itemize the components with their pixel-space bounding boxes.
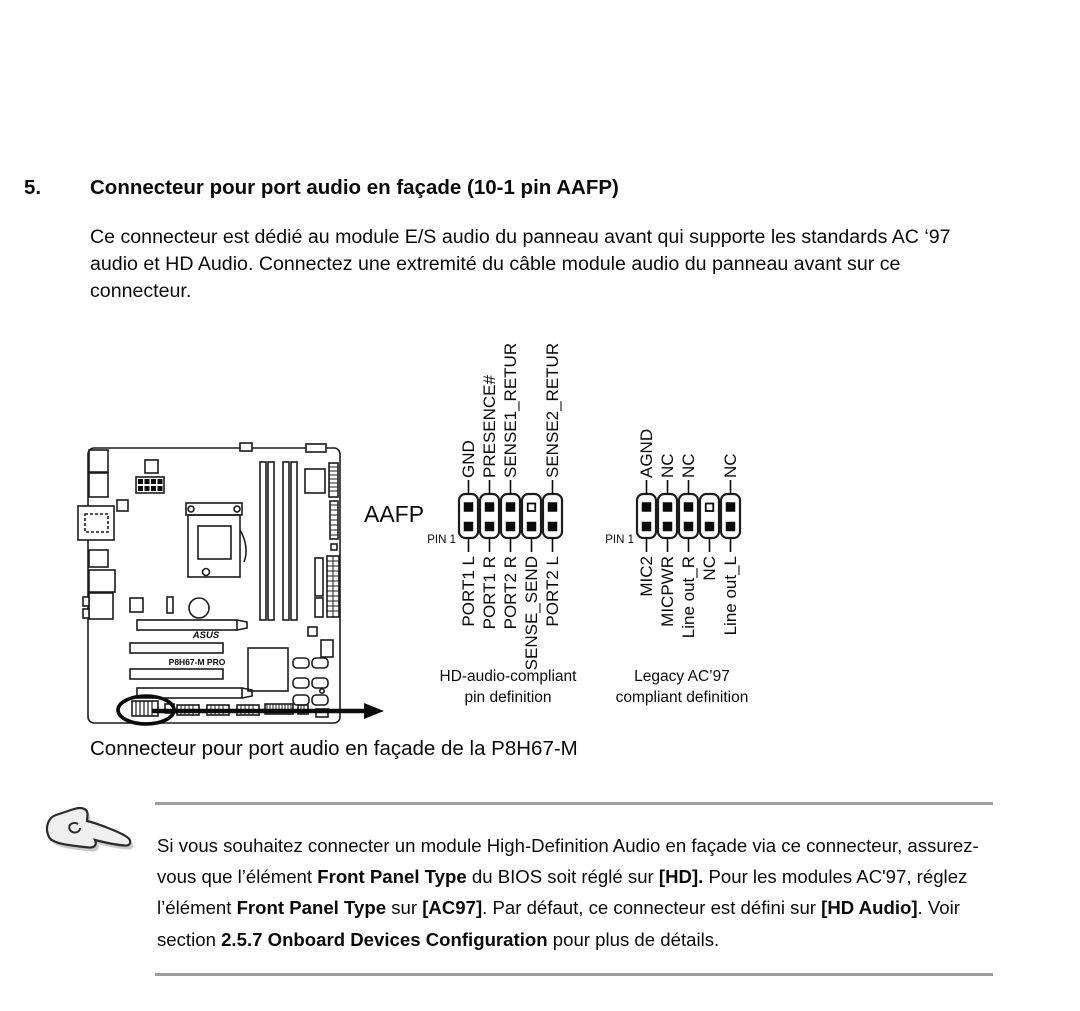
note-segment-bold: Front Panel Type — [236, 897, 387, 919]
ac97-pin1-label: PIN 1 — [605, 534, 634, 546]
aafp-label: AAFP — [364, 501, 425, 527]
hd-bottom-pin-label: PORT1 R — [480, 556, 499, 630]
ac97-bottom-pin-label: NC — [700, 556, 719, 581]
hd-bottom-pin-label: PORT2 R — [501, 556, 520, 630]
note-segment: Pour les modules AC'97, réglez l’élément — [157, 866, 968, 919]
hd-pin1-label: PIN 1 — [427, 534, 456, 546]
pointing-hand-icon — [40, 800, 140, 874]
note-segment-bold: 2.5.7 Onboard Devices Configuration — [221, 928, 548, 950]
note-divider-top — [155, 802, 993, 805]
ac97-bottom-pin-label: MIC2 — [637, 556, 656, 597]
hd-bottom-pin-label: PORT1 L — [459, 556, 478, 627]
ac97-top-pin-label: NC — [721, 453, 740, 478]
ac97-top-pin-label: AGND — [637, 428, 656, 478]
ac97-bottom-pin-label: Line out_R — [679, 556, 698, 639]
hd-bottom-pin-label: PORT2 L — [543, 556, 562, 627]
note-segment: pour plus de détails. — [547, 928, 720, 950]
note-segment-bold: Front Panel Type — [317, 866, 467, 887]
note-segment-bold: [HD]. — [658, 866, 704, 887]
section-number: 5. — [24, 176, 42, 199]
note-segment: . Par défaut, ce connecteur est défini sur — [482, 897, 822, 919]
ac97-top-pin-label: NC — [658, 453, 677, 478]
note-segment-bold: [HD Audio] — [821, 897, 918, 919]
asus-logo-text: ASUS — [192, 630, 220, 641]
section-title: Connecteur pour port audio en façade (10-1 pin AAFP) — [90, 176, 619, 199]
ac97-missing-pin — [706, 504, 714, 512]
hd-top-pin-label: SENSE1_RETUR — [501, 342, 520, 478]
hd-caption-line2: pin definition — [464, 689, 552, 706]
figure-caption: Connecteur pour port audio en façade de la P8H67-M — [90, 737, 578, 760]
note-segment: sur — [386, 897, 423, 919]
ac97-top-pin-label: NC — [679, 453, 698, 478]
note-divider-bottom — [155, 973, 993, 976]
ac97-bottom-pin-label: Line out_L — [721, 556, 740, 636]
note-segment: . Voir section — [157, 897, 960, 950]
note-segment: du BIOS soit réglé sur — [466, 866, 659, 887]
aafp-figure — [0, 330, 1080, 740]
hd-missing-pin — [528, 504, 536, 512]
hd-top-pin-label: PRESENCE# — [480, 375, 499, 478]
note-segment-bold: [AC97] — [422, 897, 483, 919]
hd-top-pin-label: SENSE2_RETUR — [543, 342, 562, 478]
note-text — [157, 830, 999, 956]
hd-top-pin-label: GND — [459, 440, 478, 478]
hd-bottom-pin-label: SENSE_SEND — [522, 556, 541, 671]
note-segment: Si vous souhaitez connecter un module High-Definition Audio en façade via ce connecteur, assurez-vous que l’élément — [157, 834, 979, 887]
ac97-caption-line1: Legacy AC’97 — [634, 668, 730, 685]
section-body-paragraph: Ce connecteur est dédié au module E/S audio du panneau avant qui supporte les standards AC ‘97 audio et HD Audio. Connectez une extremité du câble module audio du panneau avant sur ce connecteur. — [90, 225, 951, 302]
motherboard-diagram — [78, 443, 340, 724]
ac97-caption-line2: compliant definition — [615, 689, 749, 706]
board-name-text: P8H67-M PRO — [168, 657, 226, 667]
ac97-bottom-pin-label: MICPWR — [658, 556, 677, 627]
hd-caption-line1: HD-audio-compliant — [439, 668, 577, 685]
hd-audio-connector — [427, 343, 577, 706]
ac97-connector — [605, 429, 748, 706]
